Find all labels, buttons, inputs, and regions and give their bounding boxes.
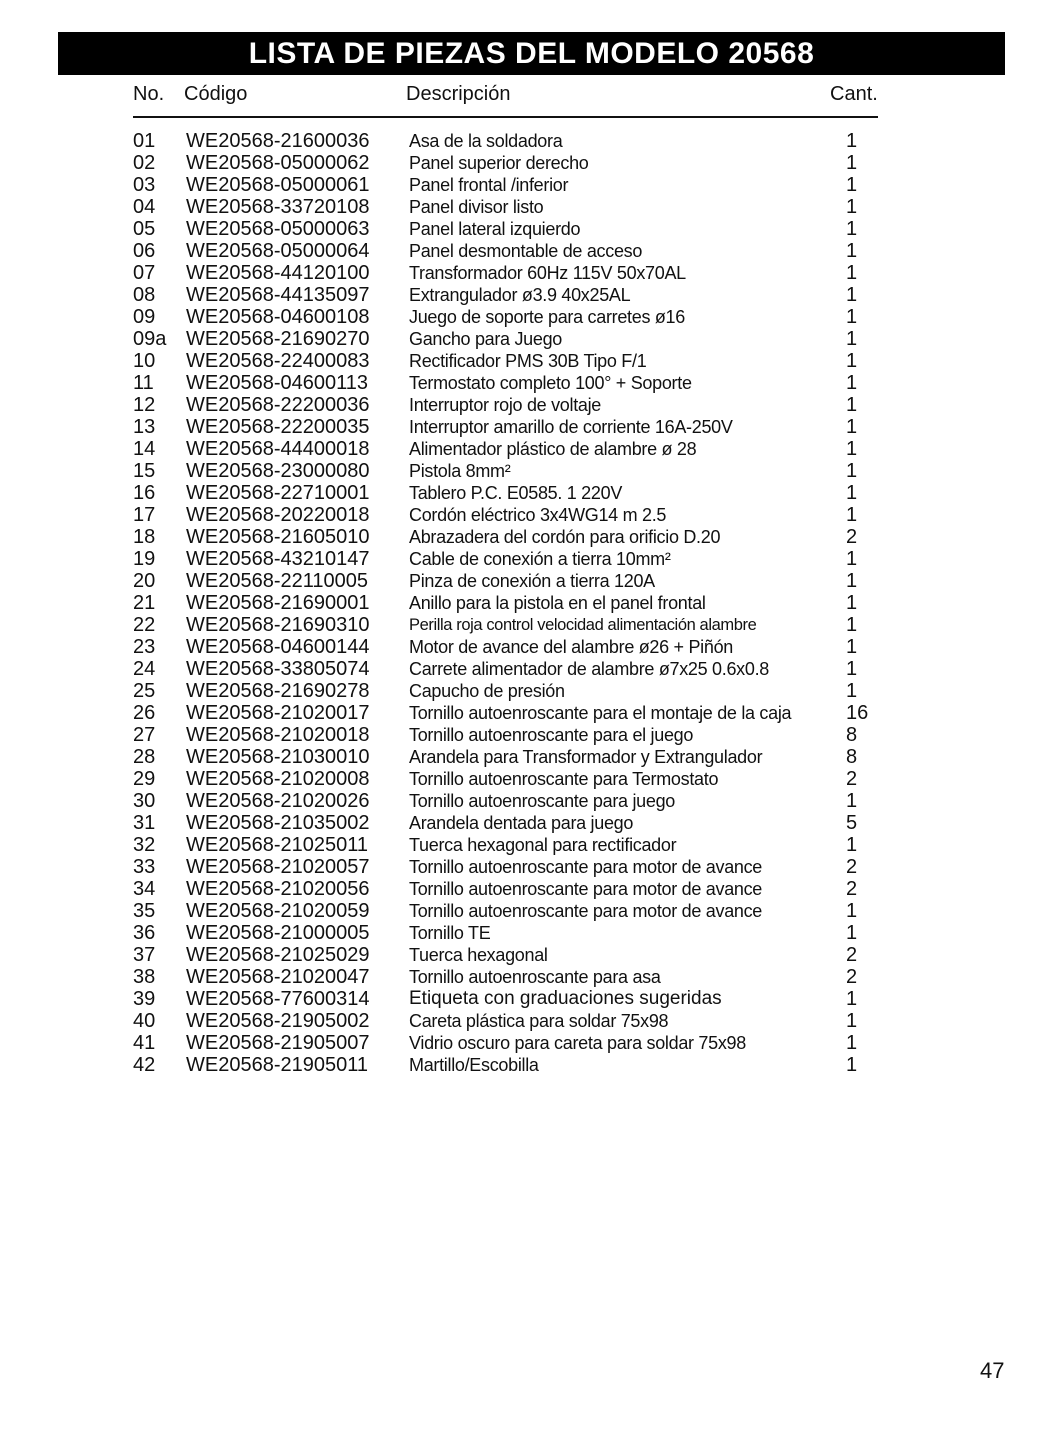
table-row	[0, 284, 1042, 306]
row-description: Tornillo autoenroscante para motor de avance	[409, 857, 763, 877]
page-number: 47	[980, 1358, 1005, 1383]
table-row	[0, 152, 1042, 174]
table-row	[0, 768, 1042, 790]
row-description: Arandela dentada para juego	[409, 813, 634, 833]
row-code: WE20568-21020047	[186, 966, 370, 988]
row-no: 04	[133, 196, 156, 218]
row-qty: 1	[846, 636, 858, 658]
row-no: 10	[133, 350, 156, 372]
row-description: Cordón eléctrico 3x4WG14 m 2.5	[409, 505, 667, 525]
table-row	[0, 900, 1042, 922]
row-code: WE20568-23000080	[186, 460, 370, 482]
parts-table	[0, 130, 1042, 1076]
row-qty: 1	[846, 504, 858, 526]
row-no: 16	[133, 482, 156, 504]
row-no: 20	[133, 570, 156, 592]
row-code: WE20568-21905011	[186, 1054, 368, 1076]
table-row	[0, 614, 1042, 636]
row-code: WE20568-22200035	[186, 416, 370, 438]
row-qty: 1	[846, 328, 858, 350]
row-description: Tornillo autoenroscante para el juego	[409, 725, 694, 745]
row-qty: 1	[846, 1010, 858, 1032]
table-row	[0, 196, 1042, 218]
row-qty: 1	[846, 152, 858, 174]
row-code: WE20568-21905007	[186, 1032, 370, 1054]
row-description: Martillo/Escobilla	[409, 1055, 539, 1075]
row-no: 38	[133, 966, 156, 988]
row-no: 33	[133, 856, 156, 878]
row-code: WE20568-21690310	[186, 614, 370, 636]
row-description: Extrangulador ø3.9 40x25AL	[409, 285, 631, 305]
row-code: WE20568-21020017	[186, 702, 370, 724]
row-no: 32	[133, 834, 156, 856]
row-description: Interruptor amarillo de corriente 16A-250V	[409, 417, 733, 437]
row-qty: 2	[846, 878, 858, 900]
row-no: 06	[133, 240, 156, 262]
row-no: 40	[133, 1010, 156, 1032]
table-row	[0, 240, 1042, 262]
row-no: 03	[133, 174, 156, 196]
row-description: Tornillo autoenroscante para motor de avance	[409, 879, 763, 899]
row-code: WE20568-21025011	[186, 834, 368, 856]
row-qty: 1	[846, 130, 858, 152]
row-code: WE20568-04600144	[186, 636, 370, 658]
row-no: 02	[133, 152, 156, 174]
row-qty: 8	[846, 724, 858, 746]
table-row	[0, 878, 1042, 900]
row-description: Tornillo autoenroscante para Termostato	[409, 769, 719, 789]
row-code: WE20568-21690278	[186, 680, 370, 702]
row-code: WE20568-22400083	[186, 350, 370, 372]
table-row	[0, 1032, 1042, 1054]
row-no: 37	[133, 944, 156, 966]
row-no: 25	[133, 680, 156, 702]
header-qty: Cant.	[830, 83, 878, 105]
row-no: 23	[133, 636, 156, 658]
row-no: 09a	[133, 328, 167, 350]
row-description: Cable de conexión a tierra 10mm²	[409, 549, 671, 569]
row-description: Tuerca hexagonal para rectificador	[409, 835, 677, 855]
row-code: WE20568-21035002	[186, 812, 370, 834]
row-qty: 1	[846, 438, 858, 460]
row-code: WE20568-05000061	[186, 174, 370, 196]
row-qty: 1	[846, 460, 858, 482]
row-description: Tuerca hexagonal	[409, 945, 548, 965]
row-qty: 1	[846, 350, 858, 372]
row-qty: 2	[846, 944, 858, 966]
row-description: Careta plástica para soldar 75x98	[409, 1011, 669, 1031]
row-description: Pistola 8mm²	[409, 461, 511, 481]
row-no: 11	[133, 372, 154, 394]
row-code: WE20568-33805074	[186, 658, 370, 680]
table-row	[0, 1010, 1042, 1032]
row-no: 24	[133, 658, 156, 680]
row-code: WE20568-04600108	[186, 306, 370, 328]
row-qty: 1	[846, 570, 858, 592]
row-description: Motor de avance del alambre ø26 + Piñón	[409, 637, 733, 657]
table-row	[0, 1054, 1042, 1076]
row-code: WE20568-21020026	[186, 790, 370, 812]
row-code: WE20568-22710001	[186, 482, 370, 504]
row-description: Tornillo autoenroscante para juego	[409, 791, 675, 811]
row-no: 41	[133, 1032, 156, 1054]
table-row	[0, 834, 1042, 856]
row-qty: 1	[846, 592, 858, 614]
row-qty: 2	[846, 966, 858, 988]
row-qty: 1	[846, 174, 858, 196]
table-header	[0, 83, 1042, 113]
row-description: Panel desmontable de acceso	[409, 241, 643, 261]
header-divider	[133, 116, 878, 118]
row-code: WE20568-21690270	[186, 328, 370, 350]
table-row	[0, 570, 1042, 592]
row-description: Gancho para Juego	[409, 329, 563, 349]
row-no: 19	[133, 548, 156, 570]
header-no: No.	[133, 83, 165, 105]
row-no: 36	[133, 922, 156, 944]
row-description: Capucho de presión	[409, 681, 565, 701]
row-no: 27	[133, 724, 156, 746]
row-no: 29	[133, 768, 156, 790]
row-code: WE20568-44120100	[186, 262, 370, 284]
row-qty: 8	[846, 746, 858, 768]
table-row	[0, 944, 1042, 966]
row-qty: 1	[846, 394, 858, 416]
row-no: 12	[133, 394, 156, 416]
row-no: 01	[133, 130, 156, 152]
row-description: Etiqueta con graduaciones sugeridas	[409, 988, 722, 1009]
row-no: 34	[133, 878, 156, 900]
row-qty: 1	[846, 482, 858, 504]
row-qty: 16	[846, 702, 869, 724]
row-description: Rectificador PMS 30B Tipo F/1	[409, 351, 647, 371]
row-description: Tablero P.C. E0585. 1 220V	[409, 483, 623, 503]
row-description: Panel superior derecho	[409, 153, 589, 173]
row-no: 18	[133, 526, 156, 548]
row-code: WE20568-20220018	[186, 504, 370, 526]
table-row	[0, 702, 1042, 724]
table-row	[0, 372, 1042, 394]
row-qty: 1	[846, 834, 858, 856]
row-no: 05	[133, 218, 156, 240]
row-code: WE20568-21020056	[186, 878, 370, 900]
table-row	[0, 856, 1042, 878]
row-no: 21	[133, 592, 156, 614]
row-no: 31	[133, 812, 156, 834]
row-qty: 1	[846, 306, 858, 328]
row-code: WE20568-05000064	[186, 240, 370, 262]
table-row	[0, 328, 1042, 350]
row-qty: 5	[846, 812, 858, 834]
table-row	[0, 812, 1042, 834]
row-code: WE20568-21000005	[186, 922, 370, 944]
table-row	[0, 592, 1042, 614]
row-no: 15	[133, 460, 156, 482]
table-row	[0, 636, 1042, 658]
row-qty: 1	[846, 240, 858, 262]
table-row	[0, 460, 1042, 482]
row-description: Carrete alimentador de alambre ø7x25 0.6x0.8	[409, 659, 770, 679]
row-description: Panel divisor listo	[409, 197, 544, 217]
row-code: WE20568-21020057	[186, 856, 370, 878]
row-code: WE20568-04600113	[186, 372, 368, 394]
table-row	[0, 218, 1042, 240]
row-qty: 1	[846, 1032, 858, 1054]
table-row	[0, 724, 1042, 746]
table-row	[0, 790, 1042, 812]
row-description: Termostato completo 100° + Soporte	[409, 373, 692, 393]
row-qty: 1	[846, 218, 858, 240]
row-code: WE20568-43210147	[186, 548, 370, 570]
page-title: LISTA DE PIEZAS DEL MODELO 20568	[58, 32, 1005, 75]
row-qty: 1	[846, 416, 858, 438]
row-description: Interruptor rojo de voltaje	[409, 395, 602, 415]
row-code: WE20568-21600036	[186, 130, 370, 152]
row-qty: 1	[846, 988, 858, 1010]
row-description: Asa de la soldadora	[409, 131, 563, 151]
row-description: Pinza de conexión a tierra 120A	[409, 571, 655, 591]
row-description: Vidrio oscuro para careta para soldar 75x98	[409, 1033, 746, 1053]
table-row	[0, 350, 1042, 372]
table-row	[0, 130, 1042, 152]
row-qty: 1	[846, 680, 858, 702]
row-description: Tornillo autoenroscante para asa	[409, 967, 661, 987]
row-qty: 1	[846, 372, 858, 394]
row-description: Juego de soporte para carretes ø16	[409, 307, 685, 327]
row-code: WE20568-22200036	[186, 394, 370, 416]
row-no: 07	[133, 262, 156, 284]
row-description: Transformador 60Hz 115V 50x70AL	[409, 263, 686, 283]
table-row	[0, 548, 1042, 570]
row-qty: 2	[846, 856, 858, 878]
row-no: 30	[133, 790, 156, 812]
row-code: WE20568-21020018	[186, 724, 370, 746]
row-no: 22	[133, 614, 156, 636]
row-code: WE20568-21025029	[186, 944, 370, 966]
row-code: WE20568-21030010	[186, 746, 370, 768]
table-row	[0, 482, 1042, 504]
row-no: 42	[133, 1054, 156, 1076]
row-description: Tornillo autoenroscante para el montaje de la caja	[409, 703, 792, 723]
header-description: Descripción	[406, 83, 511, 105]
row-qty: 1	[846, 548, 858, 570]
row-description: Tornillo TE	[409, 923, 491, 943]
row-code: WE20568-44135097	[186, 284, 370, 306]
row-no: 28	[133, 746, 156, 768]
table-row	[0, 680, 1042, 702]
row-no: 26	[133, 702, 156, 724]
table-row	[0, 416, 1042, 438]
row-code: WE20568-21690001	[186, 592, 370, 614]
row-qty: 1	[846, 1054, 858, 1076]
row-code: WE20568-22110005	[186, 570, 368, 592]
row-description: Anillo para la pistola en el panel frontal	[409, 593, 706, 613]
table-row	[0, 966, 1042, 988]
table-row	[0, 174, 1042, 196]
table-row	[0, 504, 1042, 526]
row-qty: 2	[846, 526, 858, 548]
row-code: WE20568-05000063	[186, 218, 370, 240]
row-description: Panel frontal /inferior	[409, 175, 569, 195]
row-qty: 1	[846, 900, 858, 922]
row-no: 09	[133, 306, 156, 328]
row-qty: 1	[846, 284, 858, 306]
header-code: Código	[184, 83, 248, 105]
row-code: WE20568-33720108	[186, 196, 370, 218]
row-description: Abrazadera del cordón para orificio D.20	[409, 527, 721, 547]
table-row	[0, 988, 1042, 1010]
row-no: 08	[133, 284, 156, 306]
row-description: Arandela para Transformador y Extrangulador	[409, 747, 763, 767]
row-qty: 1	[846, 790, 858, 812]
row-description: Perilla roja control velocidad alimentación alambre	[409, 616, 757, 634]
table-row	[0, 526, 1042, 548]
row-code: WE20568-21020059	[186, 900, 370, 922]
row-qty: 1	[846, 658, 858, 680]
table-row	[0, 658, 1042, 680]
row-no: 14	[133, 438, 156, 460]
row-code: WE20568-21905002	[186, 1010, 370, 1032]
table-row	[0, 262, 1042, 284]
row-qty: 2	[846, 768, 858, 790]
table-row	[0, 746, 1042, 768]
row-qty: 1	[846, 262, 858, 284]
row-qty: 1	[846, 922, 858, 944]
table-row	[0, 306, 1042, 328]
row-code: WE20568-05000062	[186, 152, 370, 174]
row-no: 35	[133, 900, 156, 922]
row-no: 17	[133, 504, 156, 526]
row-description: Panel lateral izquierdo	[409, 219, 581, 239]
row-description: Alimentador plástico de alambre ø 28	[409, 439, 697, 459]
table-row	[0, 438, 1042, 460]
row-no: 39	[133, 988, 156, 1010]
row-no: 13	[133, 416, 156, 438]
row-qty: 1	[846, 614, 858, 636]
table-row	[0, 922, 1042, 944]
row-qty: 1	[846, 196, 858, 218]
table-row	[0, 394, 1042, 416]
row-code: WE20568-21605010	[186, 526, 370, 548]
row-description: Tornillo autoenroscante para motor de avance	[409, 901, 763, 921]
row-code: WE20568-44400018	[186, 438, 370, 460]
row-code: WE20568-77600314	[186, 988, 370, 1010]
row-code: WE20568-21020008	[186, 768, 370, 790]
